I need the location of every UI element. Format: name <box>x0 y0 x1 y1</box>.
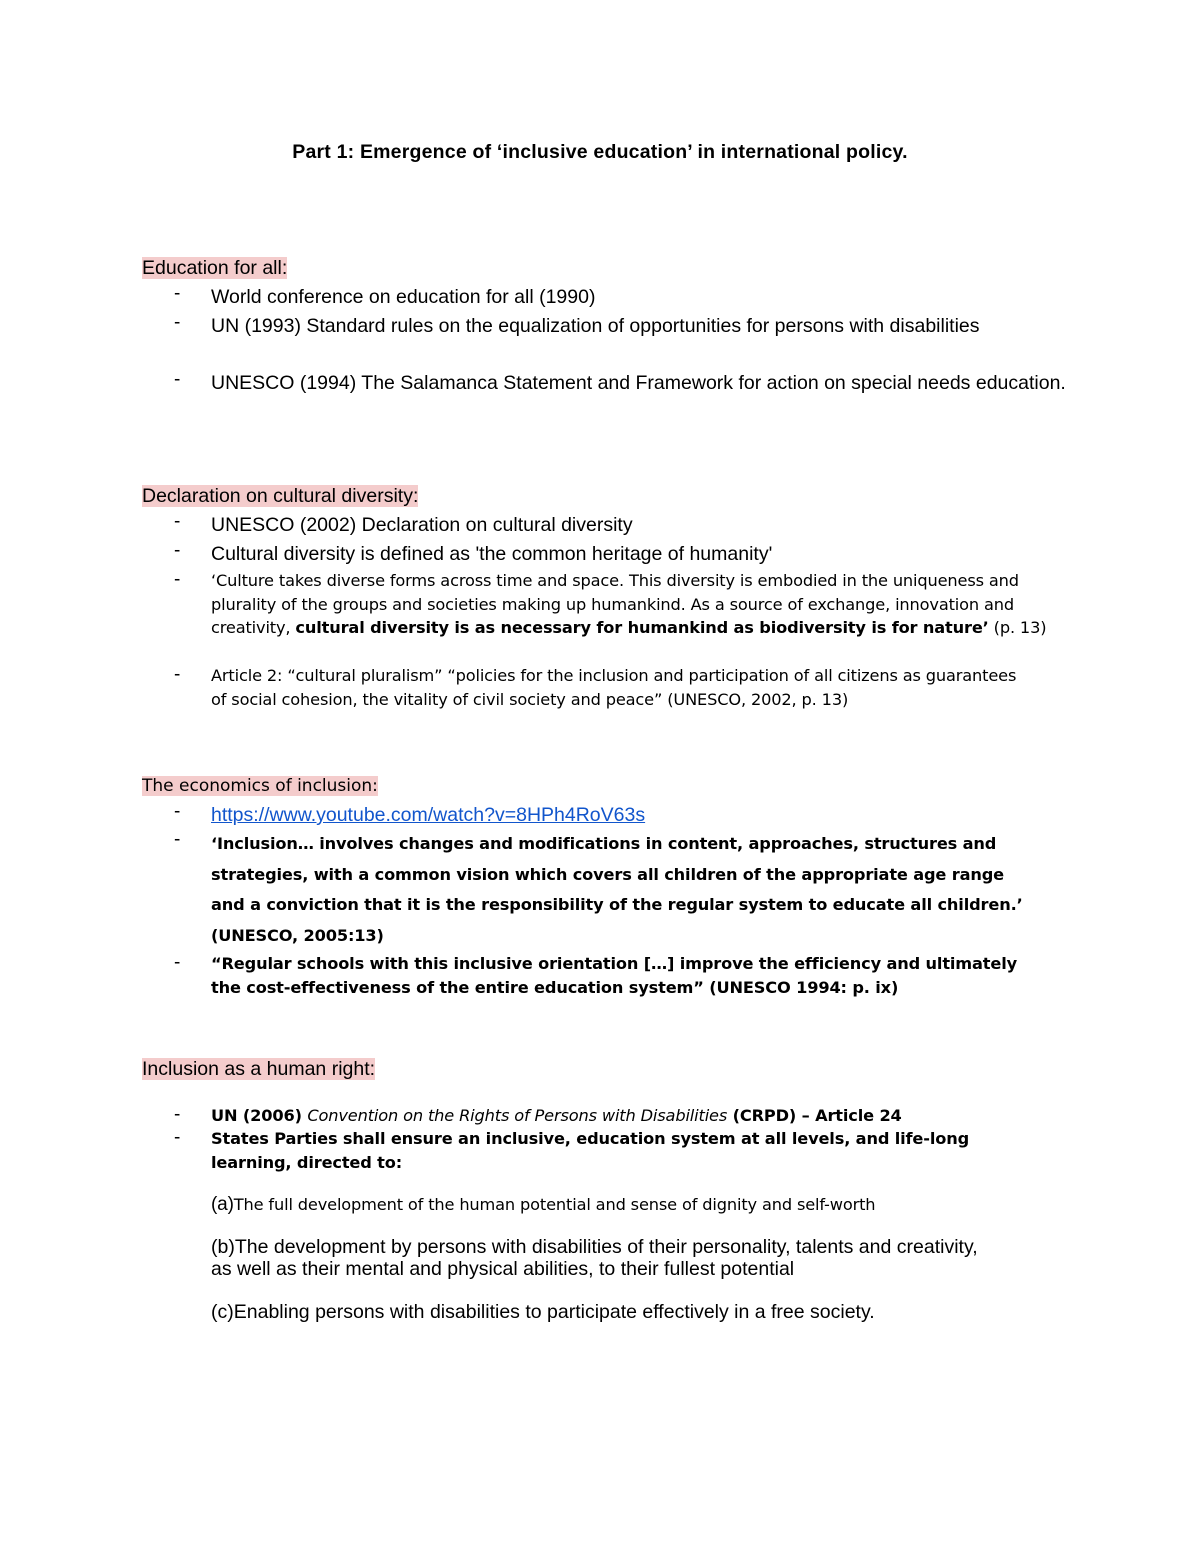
bullet-dash: - <box>174 283 181 304</box>
sub-item-c: (c)Enabling persons with disabilities to participate effectively in a free society. <box>211 1301 875 1323</box>
sub-item-b: (b)The development by persons with disabilities of their personality, talents and creativity, as well as their mental and physical abilities, to their fullest potential <box>211 1236 978 1280</box>
section-heading-human-right: Inclusion as a human right: <box>142 1058 376 1080</box>
bullet-dash: - <box>174 801 181 822</box>
bullet-dash: - <box>174 829 181 850</box>
bullet-dash: - <box>174 369 181 390</box>
section-heading-education-for-all: Education for all: <box>142 257 288 279</box>
bullet-dash: - <box>174 511 181 532</box>
bullet-dash: - <box>174 540 181 561</box>
section-heading-economics: The economics of inclusion: <box>142 776 378 796</box>
youtube-link[interactable]: https://www.youtube.com/watch?v=8HPh4RoV63s <box>211 804 646 826</box>
document-page: Part 1: Emergence of ‘inclusive education’ in international policy. Education for all: - World conference on education for all (1990) - UN (1993) Standard rules on the equalization of opportunities for persons with disabilities - UNESCO (1994) The Salamanca Statement and Framework for action on special needs education. Declaration on cultural diversity: - UNESCO (2002) Declaration on cultural diversity - Cultural diversity is defined as 'the common heritage of humanity' - ‘Culture takes diverse forms across time and space. This diversity is embodied in the uniqueness and plurality of the groups and societies making up humankind. As a source of exchange, innovation and creativity, cultural diversity is as necessary for humankind as biodiversity is for nature’ (p. 13) - Article 2: “cultural pluralism” “policies for the inclusion and participation of all citizens as guarantees of social cohesion, the vitality of civil society and peace” (UNESCO, 2002, p. 13) The economics of inclusion: - https://www.youtube.com/watch?v=8HPh4RoV63s - ‘Inclusion… involves changes and modifications in content, approaches, structures and strategies, with a common vision which covers all children of the appropriate age range and a conviction that it is the responsibility of the regular system to educate all children.’ (UNESCO, 2005:13) - “Regular schools with this inclusive orientation […] improve the efficiency and ultimately the cost-effectiveness of the entire education system” (UNESCO 1994: p. ix) Inclusion as a human right: - UN (2006) Convention on the Rights of Persons with Disabilities (CRPD) – Article 24 - States Parties shall ensure an inclusive, education system at all levels, and life-long learning, directed to: (a)The full development of the human potential and sense of dignity and self-worth (b)The development by persons with disabilities of their personality, talents and creativity, as well as their mental and physical abilities, to their fullest potential (c)Enabling persons with disabilities to participate effectively in a free society. <box>0 0 1200 1553</box>
bullet-dash: - <box>174 1127 181 1148</box>
sub-item-a: (a)The full development of the human potential and sense of dignity and self-worth <box>211 1194 876 1215</box>
bullet-dash: - <box>174 952 181 973</box>
bullet-dash: - <box>174 1104 181 1125</box>
section-heading-cultural-diversity: Declaration on cultural diversity: <box>142 485 419 507</box>
bullet-dash: - <box>174 569 181 590</box>
bullet-dash: - <box>174 664 181 685</box>
bullet-dash: - <box>174 312 181 333</box>
page-title: Part 1: Emergence of ‘inclusive education’ in international policy. <box>292 141 908 163</box>
